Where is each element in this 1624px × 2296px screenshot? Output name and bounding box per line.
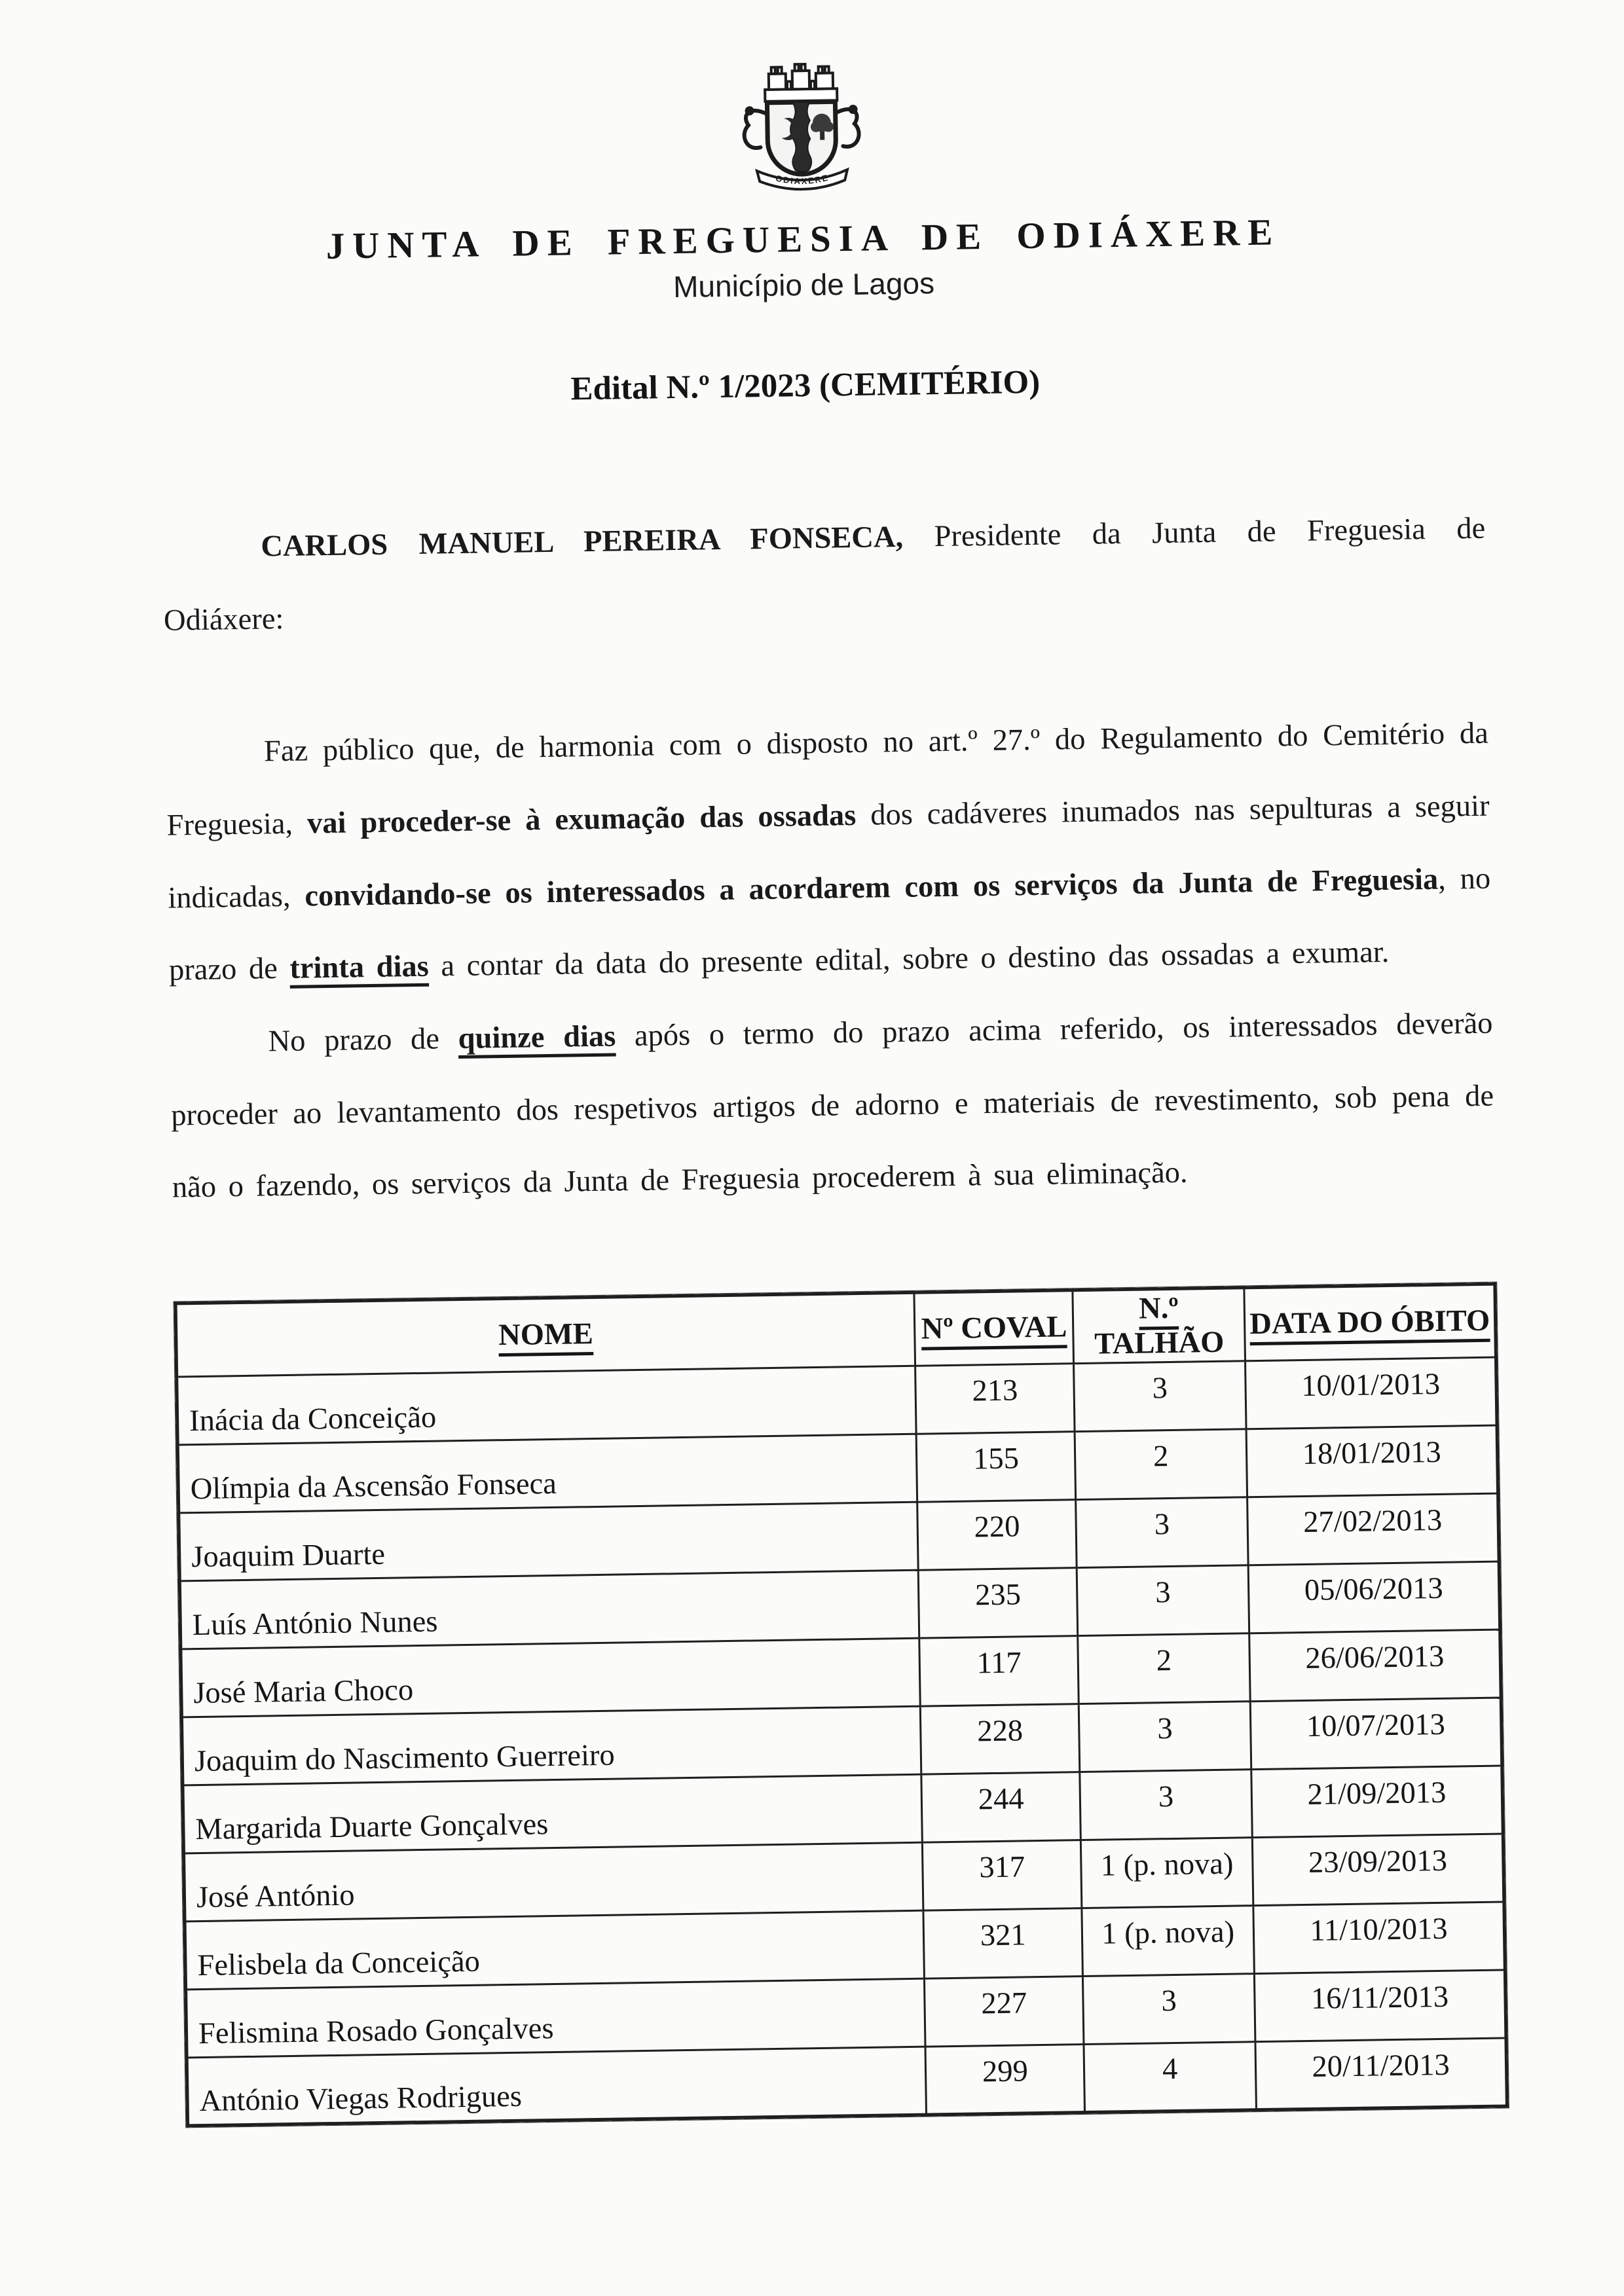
- removal-deadline-paragraph: [170, 988, 1496, 1225]
- edict-title: Edital N.º 1/2023 (CEMITÉRIO): [570, 363, 1041, 408]
- talhao-cell: 3: [1074, 1361, 1246, 1432]
- header-nome: NOME: [175, 1292, 915, 1377]
- talhao-cell: 2: [1078, 1633, 1250, 1704]
- municipality-subtitle: Município de Lagos: [673, 266, 935, 304]
- paragraph1-bold-exumacao: vai proceder-se à exumação das ossadas: [306, 798, 857, 841]
- coval-cell: 220: [917, 1500, 1077, 1571]
- exhumation-table-body: [177, 1357, 1507, 2126]
- coval-cell: 321: [923, 1908, 1082, 1978]
- paragraph1-text: Faz público que, de harmonia com o disposto no art.º 27.º do Regulamento do Cemitério da Freguesia,: [166, 716, 1489, 843]
- odiaxere-coat-of-arms-icon: [718, 46, 884, 202]
- name-cell: Joaquim do Nascimento Guerreiro: [181, 1706, 921, 1785]
- obito-cell: 26/06/2013: [1249, 1630, 1501, 1702]
- talhao-cell: 4: [1084, 2042, 1256, 2113]
- obito-cell: 10/01/2013: [1246, 1357, 1497, 1429]
- coval-cell: 317: [923, 1840, 1082, 1910]
- talhao-cell: 2: [1075, 1429, 1247, 1500]
- talhao-cell: 3: [1077, 1565, 1249, 1636]
- paragraph1-text3: , no prazo de: [168, 862, 1491, 987]
- organization-name: JUNTA DE FREGUESIA DE ODIÁXERE: [325, 211, 1281, 267]
- name-cell: Joaquim Duarte: [179, 1502, 919, 1581]
- name-cell: José António: [183, 1842, 923, 1922]
- paragraph1-bold-convite: convidando-se os interessados a acordarem com os serviços da Junta de Freguesia: [304, 862, 1439, 913]
- name-cell: Felismina Rosado Gonçalves: [186, 1978, 926, 2058]
- paragraph2-text: No prazo de: [268, 1021, 459, 1059]
- talhao-cell: 3: [1083, 1974, 1255, 2045]
- deadline-trinta-dias: trinta dias: [289, 949, 430, 986]
- talhao-cell: 3: [1080, 1770, 1252, 1840]
- president-intro-paragraph: [162, 493, 1487, 657]
- name-cell: José Maria Choco: [181, 1638, 921, 1717]
- header-obito: DATA DO ÓBITO: [1244, 1284, 1496, 1361]
- obito-cell: 21/09/2013: [1251, 1766, 1503, 1838]
- deadline-quinze-dias: quinze dias: [458, 1019, 616, 1055]
- name-cell: Margarida Duarte Gonçalves: [183, 1774, 923, 1853]
- exhumation-notice-paragraph: [165, 698, 1492, 1008]
- name-cell: Felisbela da Conceição: [185, 1910, 925, 1990]
- obito-cell: 18/01/2013: [1246, 1425, 1498, 1497]
- president-role: Presidente da Junta de Freguesia de Odiáxere:: [163, 511, 1486, 638]
- name-cell: Inácia da Conceição: [177, 1366, 917, 1445]
- obito-cell: 10/07/2013: [1250, 1698, 1502, 1770]
- coval-cell: 227: [925, 1976, 1084, 2047]
- talhao-cell: 1 (p. nova): [1081, 1838, 1253, 1908]
- coval-cell: 213: [915, 1364, 1075, 1434]
- crest-banner-text: ODIAXERE: [775, 172, 830, 187]
- coval-cell: 117: [919, 1636, 1079, 1707]
- name-cell: Olímpia da Ascensão Fonseca: [177, 1434, 917, 1513]
- name-cell: Luís António Nunes: [179, 1570, 919, 1649]
- paragraph1-text2: dos cadáveres inumados nas sepulturas a seguir indicadas,: [167, 789, 1490, 915]
- coval-cell: 228: [921, 1704, 1080, 1775]
- edict-body: [162, 493, 1496, 1225]
- talhao-cell: 3: [1079, 1702, 1251, 1772]
- coval-cell: 244: [921, 1772, 1080, 1842]
- header-coval: Nº COVAL: [914, 1290, 1073, 1366]
- talhao-cell: 3: [1076, 1497, 1248, 1568]
- obito-cell: 23/09/2013: [1252, 1834, 1504, 1906]
- obito-cell: 11/10/2013: [1253, 1902, 1505, 1974]
- crest-container: [0, 35, 1615, 213]
- exhumation-table: [174, 1282, 1508, 2127]
- header-talhao: N.º TALHÃO: [1073, 1288, 1246, 1364]
- talhao-cell: 1 (p. nova): [1082, 1906, 1254, 1977]
- obito-cell: 05/06/2013: [1248, 1561, 1500, 1633]
- coval-cell: 299: [925, 2044, 1084, 2115]
- paragraph2-text2: após o termo do prazo acima referido, os interessados deverão proceder ao levantamento dos respetivos artigos de adorno e materiais de revestimento, sob pena de não o fazendo, os serviços da Junta de Freguesia procederem à sua eliminação.: [170, 1006, 1494, 1205]
- paragraph1-text4: a contar da data do presente edital, sobre o destino das ossadas a exumar.: [428, 936, 1390, 983]
- obito-cell: 20/11/2013: [1255, 2038, 1507, 2110]
- president-name: CARLOS MANUEL PEREIRA FONSECA,: [261, 520, 904, 564]
- name-cell: António Viegas Rodrigues: [187, 2047, 927, 2126]
- obito-cell: 16/11/2013: [1255, 1970, 1506, 2042]
- coval-cell: 155: [917, 1432, 1076, 1503]
- coval-cell: 235: [919, 1568, 1078, 1639]
- obito-cell: 27/02/2013: [1247, 1493, 1499, 1565]
